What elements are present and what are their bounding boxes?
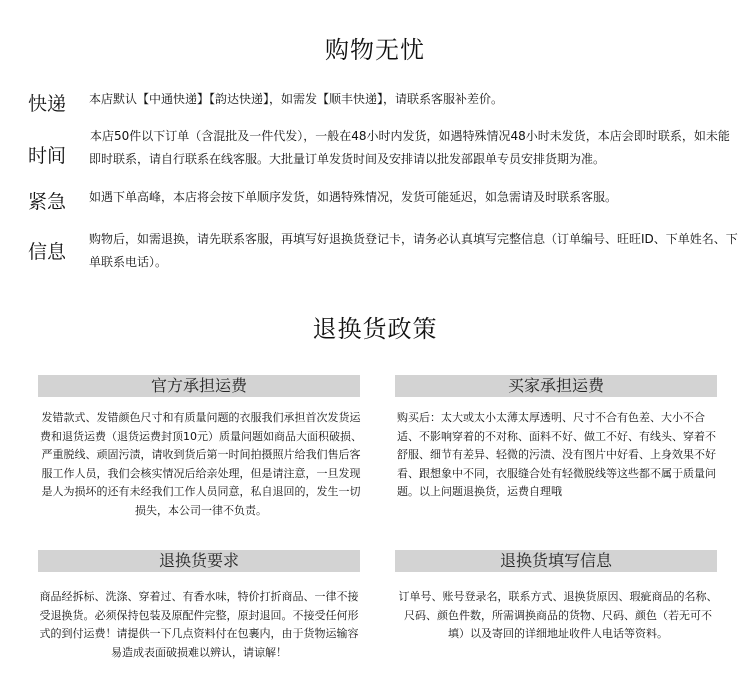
official-shipping-text: 发错款式、发错颜色尺寸和有质量问题的衣服我们承担首次发货运费和退货运费（退货运费封顶10元）质量问题如商品大面积破损、严重脱线、顽固污渍，请收到货后第一时间拍摄照片给我们售后客服工作人员，我们会核实情况后给亲处理，但是请注意，一旦发现是人为损坏的还有未经我们工作人员同意，私自退回的，发生一切损失，本公司一律不负责。: [40, 411, 362, 517]
buyer-shipping-text: 购买后：太大或太小太薄太厚透明、尺寸不合有色差、大小不合适、不影响穿着的不对称、面料不好、做工不好、有线头、穿着不舒服、细节有差异、轻微的污渍、没有图片中好看、上身效果不好看、跟想象中不同，衣服缝合处有轻微脱线等这些都不属于质量问题。以上问题退换货，运费自理哦: [397, 411, 716, 498]
return-requirements-text: 商品经拆标、洗涤、穿着过、有香水味，特价打折商品、一律不接受退换货。必须保持包装及原配件完整，原封退回。不接受任何形式的到付运费！请提供一下几点资料付在包裹内，由于货物运输容易造成表面破损难以辨认，请谅解！: [39, 590, 359, 659]
text-urgent: 如遇下单高峰，本店将会按下单顺序发货，如遇特殊情况，发货可能延迟，如急需请及时联系客服。: [89, 190, 618, 204]
label-time: 时间: [28, 145, 67, 167]
official-shipping-heading: 官方承担运费: [38, 375, 360, 397]
buyer-shipping-heading: 买家承担运费: [395, 375, 717, 397]
return-form-info-text: 订单号、账号登录名，联系方式、退换货原因、瑕疵商品的名称、尺码、颜色件数，所需调换商品的货物、尺码、颜色（若无可不填）以及寄回的详细地址收件人电话等资料。: [398, 590, 718, 640]
label-info: 信息: [28, 241, 67, 263]
text-time: 本店50件以下订单（含混批及一件代发），一般在48小时内发货，如遇特殊情况48小时未发货，本店会即时联系，如未能即时联系，请自行联系在线客服。大批量订单发货时间及安排请以批发部跟单专员安排货期为准。: [89, 129, 730, 166]
label-express: 快递: [28, 93, 67, 115]
shipping-title: 购物无忧: [325, 36, 425, 64]
label-urgent: 紧急: [28, 191, 67, 213]
return-form-info-heading: 退换货填写信息: [395, 550, 717, 572]
text-info: 购物后，如需退换，请先联系客服，再填写好退换货登记卡，请务必认真填写完整信息（订单编号、旺旺ID、下单姓名、下单联系电话）。: [89, 232, 738, 269]
text-express: 本店默认【中通快递】【韵达快递】，如需发【顺丰快递】，请联系客服补差价。: [89, 92, 504, 106]
returns-title: 退换货政策: [312, 315, 438, 343]
return-requirements-heading: 退换货要求: [38, 550, 360, 572]
